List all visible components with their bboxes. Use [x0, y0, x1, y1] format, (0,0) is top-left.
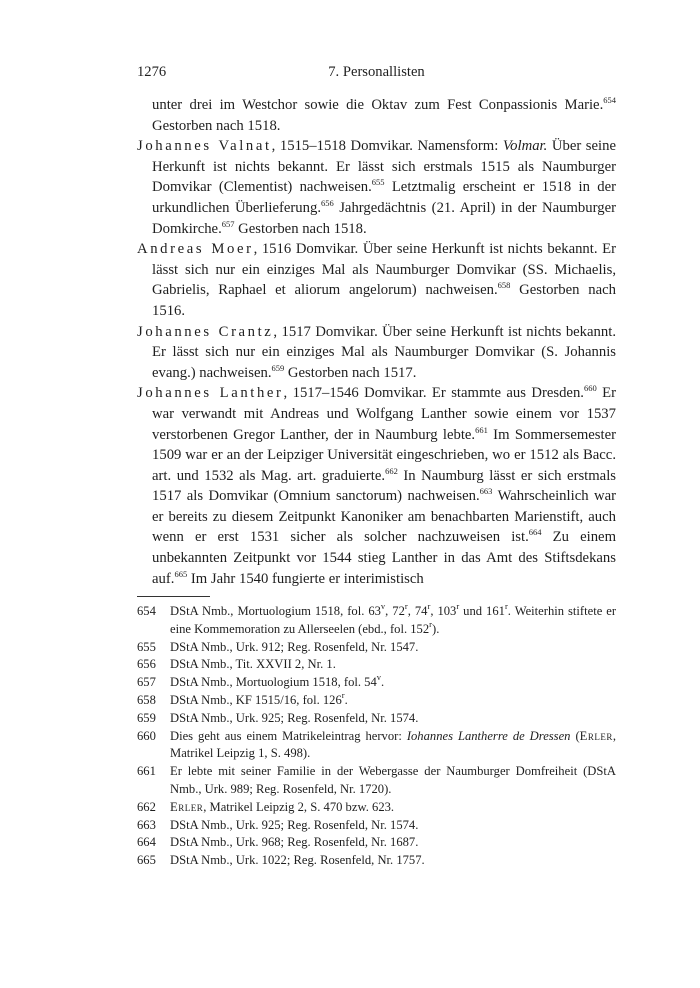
footnote-number: 655	[137, 639, 156, 654]
footnote-ref[interactable]: 655	[371, 177, 385, 188]
entry-johannes-crantz: Johannes Crantz, 1517 Domvikar. Über seine Herkunft ist nichts bekannt. Er lässt sich nur ein einziges Mal als Naumburger Domvikar (S. Johannis evang.) nachweisen.$^{659}$ Gestorben nach 1517.	[137, 323, 616, 381]
person-name: Johannes Lanther	[137, 385, 284, 402]
paragraph-continuation: unter drei im Westchor sowie die Oktav zum Fest Conpassionis Marie.$^{654}$ Gestorben nach 1518.	[152, 95, 616, 134]
footnote-ref[interactable]: 664	[528, 527, 542, 538]
footnote-ref[interactable]: 663	[479, 486, 493, 497]
footnote-ref[interactable]: 654	[603, 95, 616, 105]
running-header	[137, 64, 616, 84]
page-number: 1276	[137, 64, 167, 80]
footnote-660: 660 Dies geht aus einem Matrikeleintrag hervor: Iohannes Lantherre de Dressen (Erler, Matrikel Leipzig 1, S. 498).	[137, 728, 617, 761]
footnote-number: 654	[137, 604, 156, 618]
footnote-number: 664	[137, 835, 156, 850]
footnote-ref[interactable]: 656	[321, 197, 334, 208]
footnote-ref[interactable]: 661	[475, 424, 488, 435]
footnote-659: 659 DStA Nmb., Urk. 925; Reg. Rosenfeld, Nr. 1574.	[137, 710, 616, 728]
name-variant: Volmar.	[502, 138, 548, 155]
footnote-663: 663 DStA Nmb., Urk. 925; Reg. Rosenfeld, Nr. 1574.	[137, 817, 616, 835]
chapter-title: 7. Personallisten	[328, 64, 425, 80]
author-name: Erler	[579, 728, 613, 743]
footnote-ref[interactable]: 657	[221, 218, 235, 229]
footnotes	[137, 603, 616, 870]
footnote-662: 662 Erler, Matrikel Leipzig 2, S. 470 bzw. 623.	[137, 799, 616, 817]
footnote-655: 655 DStA Nmb., Urk. 912; Reg. Rosenfeld, Nr. 1547.	[137, 639, 616, 657]
footnote-number: 658	[137, 692, 156, 707]
footnote-ref[interactable]: 658	[497, 280, 511, 291]
entry-johannes-valnat: Johannes Valnat, 1515–1518 Domvikar. Namensform: Volmar. Über seine Herkunft ist nichts bekannt. Er lässt sich erstmals 1515 als Naumburger Domvikar (Clementist) nachweisen.$^{655}$ Letztmalig erscheint er 1518 in der urkundlichen Überlieferung.$^{656}$ Jahrgedächtnis (21. April) in der Naumburger Domkirche.$^{657}$ Gestorben nach 1518.	[137, 138, 616, 237]
footnote-ref[interactable]: 662	[385, 465, 398, 476]
footnote-number: 659	[137, 710, 156, 725]
entry-johannes-lanther: Johannes Lanther, 1517–1546 Domvikar. Er stammte aus Dresden.$^{660}$ Er war verwandt mit Andreas und Wolfgang Lanther sowie einem vor 1537 verstorbenen Gregor Lanther, der in Naumburg lebte.$^{661}$ Im Sommersemester 1509 war er an der Leipziger Universität eingeschrieben, wo er 1512 als Bacc. art. und 1532 als Mag. art. graduierte.$^{662}$ In Naumburg lässt er sich erstmals 1517 als Domvikar (Omnium sanctorum) nachweisen.$^{663}$ Wahrscheinlich war er bereits zu diesem Zeitpunkt Kanoniker am benachbarten Marienstift, auch wenn er erst 1531 sicher als solcher nachzuweisen ist.$^{664}$ Zu einem unbekannten Zeitpunkt vor 1544 stieg Lanther in das Amt des Stiftsdekans auf.$^{665}$ Im Jahr 1540 fungierte er interimistisch	[137, 383, 617, 587]
entry-andreas-moer: Andreas Moer, 1516 Domvikar. Über seine Herkunft ist nichts bekannt. Er lässt sich nur ein einziges Mal als Naumburger Domvikar (SS. Michaelis, Gabrielis, Raphael et aliorum angelorum) nachweisen.$^{658}$ Gestorben nach 1516.	[137, 241, 616, 319]
footnote-number: 656	[137, 657, 156, 672]
footnote-661: 661 Er lebte mit seiner Familie in der Webergasse der Naumburger Domfreiheit (DStA Nmb., Urk. 989; Reg. Rosenfeld, Nr. 1720).	[137, 764, 616, 796]
footnote-654: 654 DStA Nmb., Mortuologium 1518, fol. 63$^v$, 72$^r$, 74$^r$, 103$^r$ und 161$^r$. Weiterhin stiftete er eine Kommemoration zu Allerseelen (ebd., fol. 152$^r$).	[137, 601, 617, 636]
person-name: Johannes Valnat	[137, 138, 272, 155]
footnote-665: 665 DStA Nmb., Urk. 1022; Reg. Rosenfeld, Nr. 1757.	[137, 852, 616, 870]
footnote-ref[interactable]: 665	[174, 568, 188, 579]
footnote-664: 664 DStA Nmb., Urk. 968; Reg. Rosenfeld, Nr. 1687.	[137, 834, 616, 852]
footnote-656: 656 DStA Nmb., Tit. XXVII 2, Nr. 1.	[137, 656, 616, 674]
footnote-number: 661	[137, 764, 156, 779]
author-name: Erler	[170, 799, 204, 814]
main-text	[137, 95, 616, 589]
footnote-divider	[137, 596, 210, 597]
footnote-657: 657 DStA Nmb., Mortuologium 1518, fol. 54$^v$.	[137, 674, 616, 692]
footnote-ref[interactable]: 659	[271, 362, 285, 373]
footnote-number: 665	[137, 853, 156, 868]
footnote-number: 657	[137, 675, 156, 690]
footnote-ref[interactable]: 660	[583, 383, 597, 394]
footnote-658: 658 DStA Nmb., KF 1515/16, fol. 126$^r$.	[137, 692, 616, 710]
footnote-number: 662	[137, 799, 156, 814]
person-name: Andreas Moer	[137, 241, 254, 258]
footnote-number: 663	[137, 817, 156, 832]
person-name: Johannes Crantz	[137, 323, 274, 340]
footnote-number: 660	[137, 728, 156, 743]
